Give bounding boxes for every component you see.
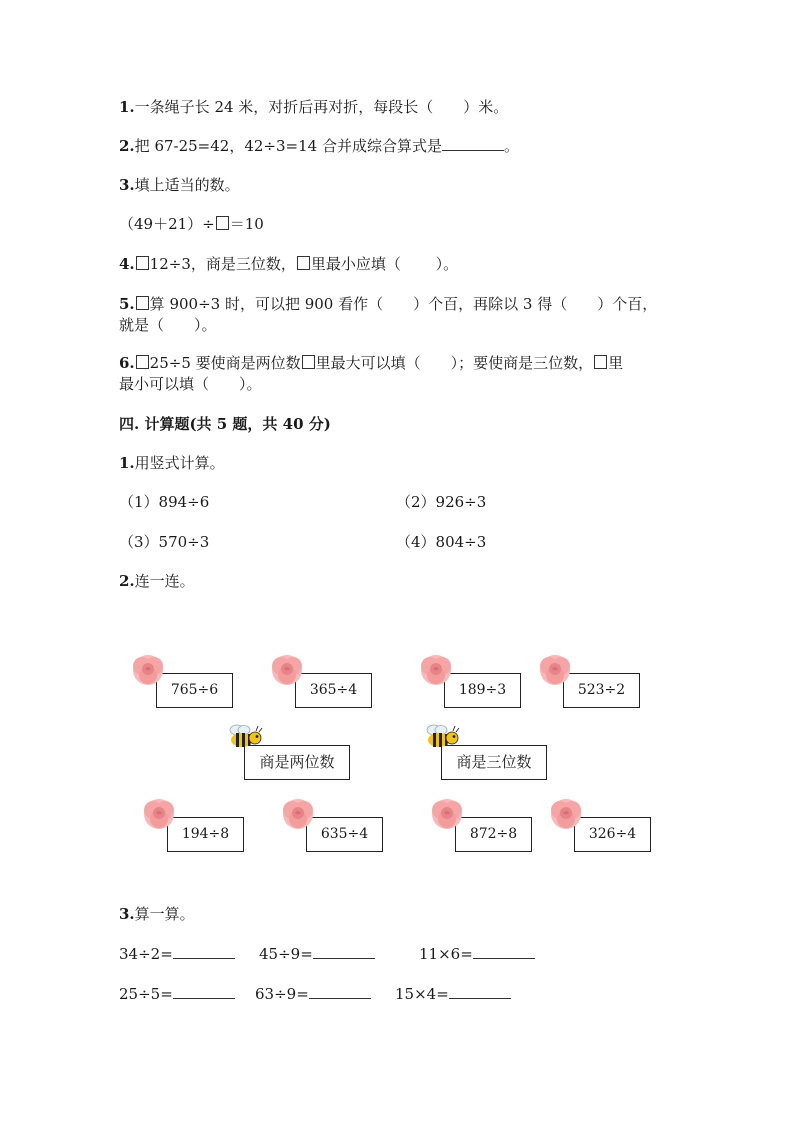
question-4: 4. 12÷3，商是三位数， 里最小应填（ ）。 [119, 255, 459, 273]
answer-blank[interactable] [473, 944, 535, 959]
calc-question-3: 3.算一算。 [119, 905, 195, 923]
answer-blank[interactable] [442, 136, 504, 151]
rose-flower-icon [142, 797, 176, 831]
answer-square[interactable] [594, 355, 607, 369]
answer-blank[interactable] [173, 984, 235, 999]
expression-box[interactable]: 189÷3 [444, 673, 521, 708]
calc-item: （1）894÷6 [119, 493, 210, 511]
question-1: 1.一条绳子长 24 米，对折后再对折，每段长（ ）米。 [119, 98, 509, 116]
rose-flower-icon [419, 653, 453, 687]
answer-blank[interactable] [449, 984, 511, 999]
rose-flower-icon [549, 797, 583, 831]
expression-box[interactable]: 194÷8 [167, 817, 244, 852]
answer-blank[interactable] [309, 984, 371, 999]
question-6: 6. 25÷5 要使商是两位数 里最大可以填（ ）；要使商是三位数， 里 [119, 354, 624, 372]
calc-item: （4）804÷3 [396, 533, 487, 551]
expression-box[interactable]: 765÷6 [156, 673, 233, 708]
expression-box[interactable]: 326÷4 [574, 817, 651, 852]
arith-item: 15×4= [395, 983, 511, 1005]
section-heading: 四. 计算题(共 5 题，共 40 分) [119, 415, 331, 433]
question-6-line2: 最小可以填（ ）。 [119, 375, 262, 393]
answer-blank[interactable] [313, 944, 375, 959]
answer-square[interactable] [216, 216, 229, 230]
expression-box[interactable]: 872÷8 [455, 817, 532, 852]
question-5: 5. 算 900÷3 时，可以把 900 看作（ ）个百，再除以 3 得（ ）个百， [119, 295, 658, 313]
category-box[interactable]: 商是两位数 [244, 745, 350, 780]
rose-flower-icon [538, 653, 572, 687]
calc-item: （2）926÷3 [396, 493, 487, 511]
rose-flower-icon [270, 653, 304, 687]
arith-item: 45÷9= [259, 943, 375, 965]
calc-question-2: 2.连一连。 [119, 572, 195, 590]
expression-box[interactable]: 635÷4 [306, 817, 383, 852]
bee-icon [227, 724, 263, 750]
calc-item: （3）570÷3 [119, 533, 210, 551]
expression-box[interactable]: 523÷2 [563, 673, 640, 708]
category-box[interactable]: 商是三位数 [441, 745, 547, 780]
arith-item: 34÷2= [119, 943, 235, 965]
answer-square[interactable] [302, 355, 315, 369]
answer-square[interactable] [136, 256, 149, 270]
calc-question-1: 1.用竖式计算。 [119, 454, 225, 472]
answer-blank[interactable] [173, 944, 235, 959]
expression-box[interactable]: 365÷4 [295, 673, 372, 708]
arith-item: 63÷9= [255, 983, 371, 1005]
question-3: 3.填上适当的数。 [119, 176, 240, 194]
answer-square[interactable] [297, 256, 310, 270]
answer-square[interactable] [136, 296, 149, 310]
rose-flower-icon [131, 653, 165, 687]
arith-item: 11×6= [419, 943, 535, 965]
answer-square[interactable] [136, 355, 149, 369]
question-2: 2.把 67-25=42，42÷3=14 合并成综合算式是 。 [119, 137, 519, 155]
rose-flower-icon [430, 797, 464, 831]
bee-icon [424, 724, 460, 750]
rose-flower-icon [281, 797, 315, 831]
question-5-line2: 就是（ ）。 [119, 316, 217, 334]
question-3-expression: （49＋21）÷ ＝10 [119, 215, 264, 233]
arith-item: 25÷5= [119, 983, 235, 1005]
